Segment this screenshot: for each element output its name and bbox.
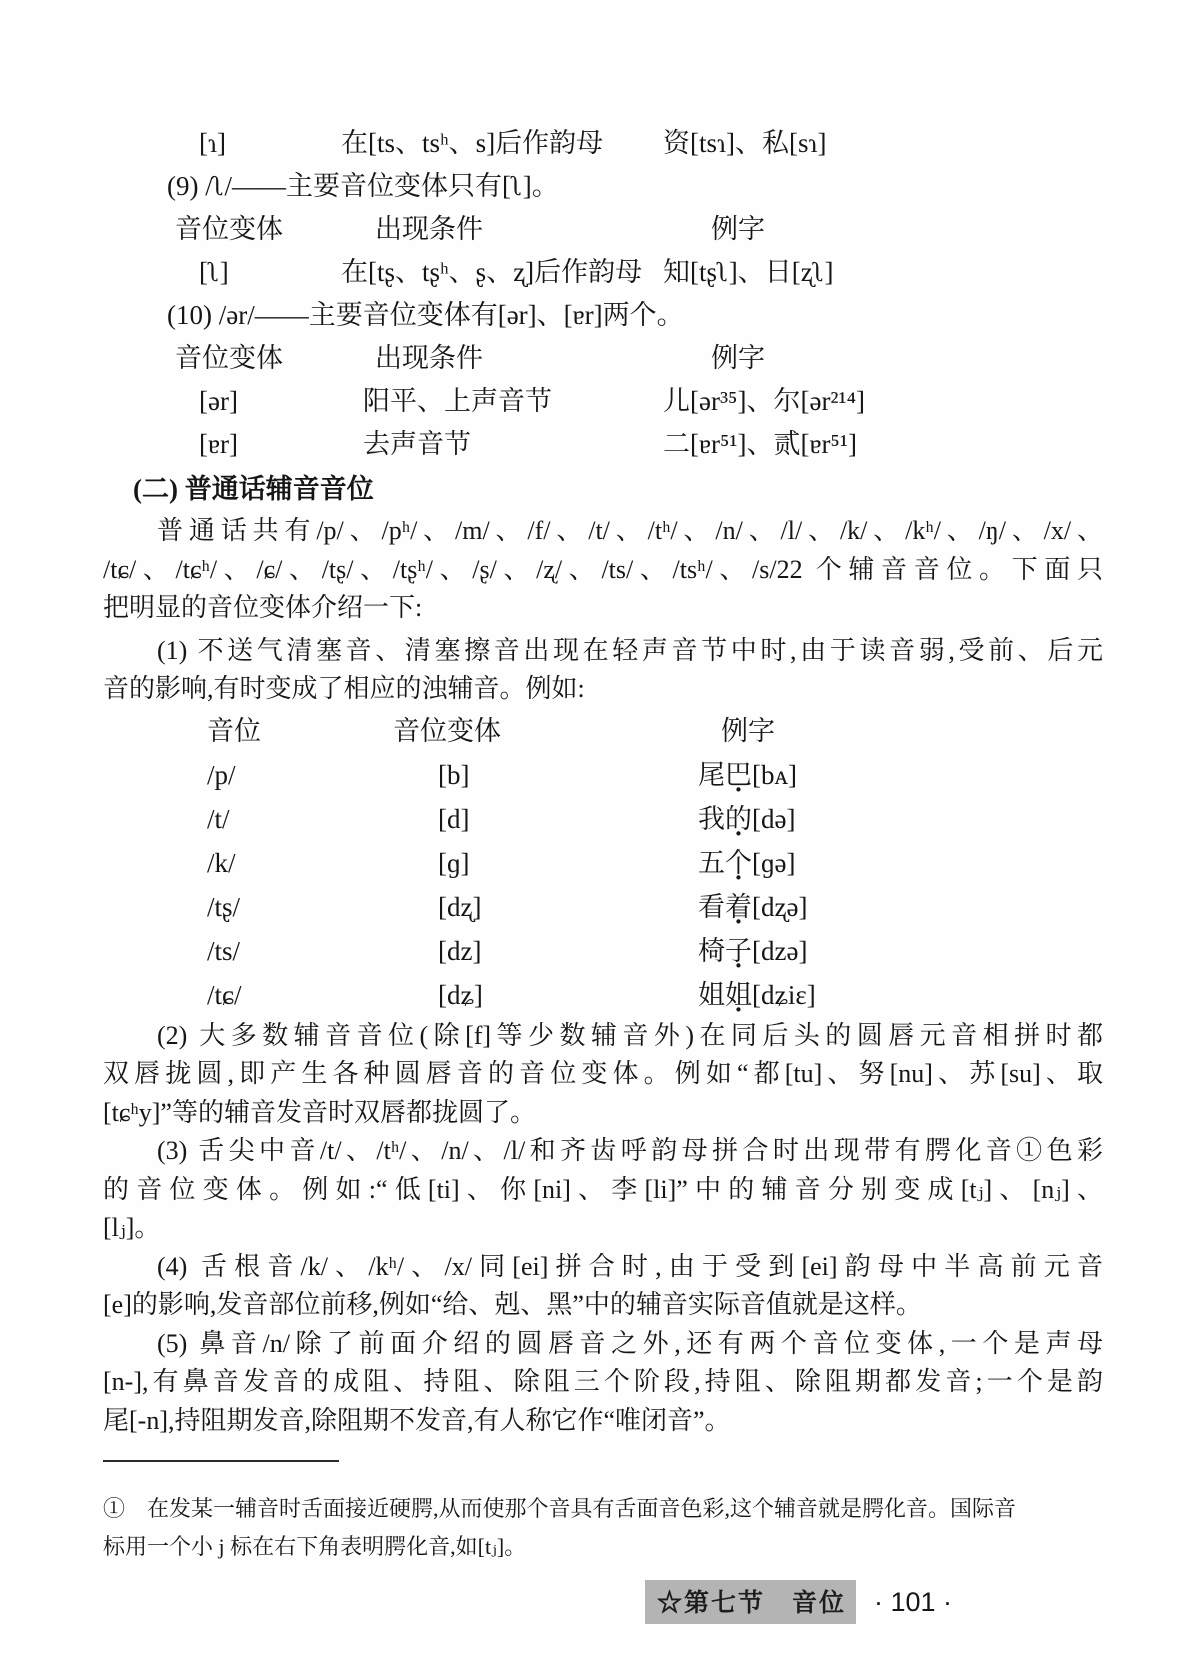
- table-row: [103, 929, 1103, 973]
- section-heading: (二) 普通话辅音音位: [133, 474, 374, 504]
- allophone-cell: [ʅ]: [199, 257, 229, 287]
- variant-cell: [dʑ]: [438, 979, 483, 1010]
- neutral-tone-hanzi: 着: [725, 891, 752, 922]
- condition-cell: 在[ts、tsʰ、s]后作韵母: [341, 128, 604, 158]
- allophone-table-10: [103, 337, 1103, 466]
- examples-cell: 知[tʂʅ]、日[ʐʅ]: [663, 257, 834, 287]
- column-header: 例字: [711, 343, 765, 373]
- phoneme-cell: /p/: [207, 759, 236, 790]
- neutral-tone-hanzi: 巴: [725, 759, 752, 790]
- example-hanzi: 看: [698, 891, 725, 922]
- table-row: [103, 423, 1103, 466]
- allophone-cell: [ɿ]: [199, 128, 226, 158]
- table-row: [103, 885, 1103, 929]
- paragraph-line: (2) 大多数辅音音位(除[f]等少数辅音外)在同后头的圆唇元音相拼时都: [157, 1020, 1103, 1050]
- footnote-line: ① 在发某一辅音时舌面接近硬腭,从而使那个音具有舌面音色彩,这个辅音就是腭化音。国际音: [103, 1496, 1017, 1521]
- phoneme-cell: /tɕ/: [207, 979, 242, 1010]
- paragraph-line: [tɕʰy]”等的辅音发音时双唇都拢圆了。: [103, 1097, 536, 1127]
- page-footer: [0, 1580, 1200, 1624]
- example-hanzi: 尾: [698, 759, 725, 790]
- neutral-tone-hanzi: 子: [725, 935, 752, 966]
- column-header: 例字: [711, 214, 765, 244]
- condition-cell: 阳平、上声音节: [363, 386, 552, 416]
- phoneme-cell: /tʂ/: [207, 891, 241, 922]
- table-row: [103, 753, 1103, 797]
- table-row: [103, 251, 1103, 294]
- table-header-row: [103, 709, 1103, 753]
- footnote: [103, 1490, 1103, 1566]
- example-ipa: [də]: [752, 803, 796, 834]
- variant-cell: [b]: [438, 759, 470, 790]
- condition-cell: 去声音节: [363, 429, 471, 459]
- paragraph-line: (5) 鼻音/n/除了前面介绍的圆唇音之外,还有两个音位变体,一个是声母: [157, 1328, 1103, 1358]
- example-hanzi: 椅: [698, 935, 725, 966]
- allophone-table-continuation: [103, 122, 1103, 165]
- example-ipa: [bᴀ]: [752, 759, 798, 790]
- column-header: 音位变体: [175, 343, 283, 373]
- column-header: 出现条件: [375, 214, 483, 244]
- allophone-table-9: [103, 208, 1103, 294]
- example-cell: [693, 797, 1103, 841]
- table-row: [103, 122, 1103, 165]
- table-row: [103, 380, 1103, 423]
- neutral-tone-hanzi: 姐: [725, 979, 752, 1010]
- examples-cell: 资[tsɿ]、私[sɿ]: [663, 128, 827, 158]
- page-number: · 101 ·: [873, 1586, 952, 1617]
- variant-cell: [ɡ]: [438, 847, 470, 878]
- footnote-divider: [103, 1460, 339, 1462]
- list-item-9-heading: (9) /ʅ/——主要音位变体只有[ʅ]。: [167, 171, 559, 201]
- phoneme-cell: /ts/: [207, 935, 241, 966]
- example-ipa: [dʑiɛ]: [752, 979, 816, 1010]
- allophone-cell: [ɐr]: [199, 429, 238, 459]
- table-row: [103, 973, 1103, 1017]
- column-header: 音位: [207, 715, 261, 746]
- paragraph-line: 普通话共有/p/、/pʰ/、/m/、/f/、/t/、/tʰ/、/n/、/l/、/k/、/kʰ/、/ŋ/、/x/、: [157, 516, 1103, 545]
- examples-cell: 二[ɐr⁵¹]、贰[ɐr⁵¹]: [663, 429, 857, 459]
- variant-cell: [dʐ]: [438, 891, 482, 922]
- example-cell: [693, 885, 1103, 929]
- section-label: ☆第七节 音位: [645, 1580, 856, 1624]
- column-header: 出现条件: [375, 343, 483, 373]
- list-item-4-paragraph: [103, 1248, 1103, 1325]
- paragraph-line: (1) 不送气清塞音、清塞擦音出现在轻声音节中时,由于读音弱,受前、后元: [157, 635, 1103, 665]
- list-item-2-paragraph: [103, 1017, 1103, 1133]
- column-header: 音位变体: [393, 715, 501, 746]
- variant-cell: [dz]: [438, 935, 482, 966]
- paragraph-line: 的音位变体。例如:“低[ti]、你[ni]、李[li]”中的辅音分别变成[tⱼ]、[nⱼ]、: [103, 1174, 1103, 1204]
- list-item-10-heading: (10) /ər/——主要音位变体有[ər]、[ɐr]两个。: [167, 300, 684, 330]
- intro-paragraph: [103, 512, 1103, 628]
- allophone-cell: [ər]: [199, 386, 238, 416]
- phoneme-cell: /k/: [207, 847, 236, 878]
- example-hanzi: 姐: [698, 979, 725, 1010]
- list-item-1-paragraph: [103, 632, 1103, 709]
- column-header: 例字: [721, 715, 775, 746]
- variant-cell: [d]: [438, 803, 470, 834]
- footnote-line: 标用一个小 j 标在右下角表明腭化音,如[tⱼ]。: [103, 1534, 527, 1559]
- table-header-row: [103, 208, 1103, 251]
- condition-cell: 在[tʂ、tʂʰ、ʂ、ʐ]后作韵母: [341, 257, 643, 287]
- list-item-5-paragraph: [103, 1325, 1103, 1441]
- paragraph-line: 双唇拢圆,即产生各种圆唇音的音位变体。例如“都[tu]、努[nu]、苏[su]、取: [103, 1059, 1103, 1088]
- neutral-tone-hanzi: 的: [725, 803, 752, 834]
- example-hanzi: 我: [698, 803, 725, 834]
- example-cell: [693, 753, 1103, 797]
- example-cell: [693, 841, 1103, 885]
- paragraph-line: (3) 舌尖中音/t/、/tʰ/、/n/、/l/和齐齿呼韵母拼合时出现带有腭化音①色彩: [157, 1136, 1103, 1165]
- example-cell: [693, 973, 1103, 1017]
- example-ipa: [ɡə]: [752, 847, 796, 878]
- paragraph-line: 尾[-n],持阻期发音,除阻期不发音,有人称它作“唯闭音”。: [103, 1405, 731, 1435]
- table-header-row: [103, 337, 1103, 380]
- list-item-3-paragraph: [103, 1132, 1103, 1248]
- paragraph-line: 音的影响,有时变成了相应的浊辅音。例如:: [103, 674, 585, 703]
- phoneme-cell: /t/: [207, 803, 230, 834]
- examples-cell: 儿[ər³⁵]、尔[ər²¹⁴]: [663, 386, 866, 416]
- paragraph-line: (4) 舌根音/k/、/kʰ/、/x/同[ei]拼合时,由于受到[ei]韵母中半高前元音: [157, 1251, 1103, 1281]
- column-header: 音位变体: [175, 214, 283, 244]
- paragraph-line: [e]的影响,发音部位前移,例如“给、剋、黑”中的辅音实际音值就是这样。: [103, 1290, 922, 1319]
- voiced-allophone-table: [103, 709, 1103, 1017]
- neutral-tone-hanzi: 个: [725, 847, 752, 878]
- example-ipa: [dzə]: [752, 935, 808, 966]
- paragraph-line: [n-],有鼻音发音的成阻、持阻、除阻三个阶段,持阻、除阻期都发音;一个是韵: [103, 1367, 1103, 1396]
- example-ipa: [dʐə]: [752, 891, 808, 922]
- paragraph-line: [lⱼ]。: [103, 1213, 161, 1242]
- table-row: [103, 797, 1103, 841]
- example-cell: [693, 929, 1103, 973]
- paragraph-line: /tɕ/、/tɕʰ/、/ɕ/、/tʂ/、/tʂʰ/、/ʂ/、/ʐ/、/ts/、/tsʰ/、/s/22 个辅音音位。下面只: [103, 554, 1103, 584]
- example-hanzi: 五: [698, 847, 725, 878]
- paragraph-line: 把明显的音位变体介绍一下:: [103, 593, 423, 622]
- table-row: [103, 841, 1103, 885]
